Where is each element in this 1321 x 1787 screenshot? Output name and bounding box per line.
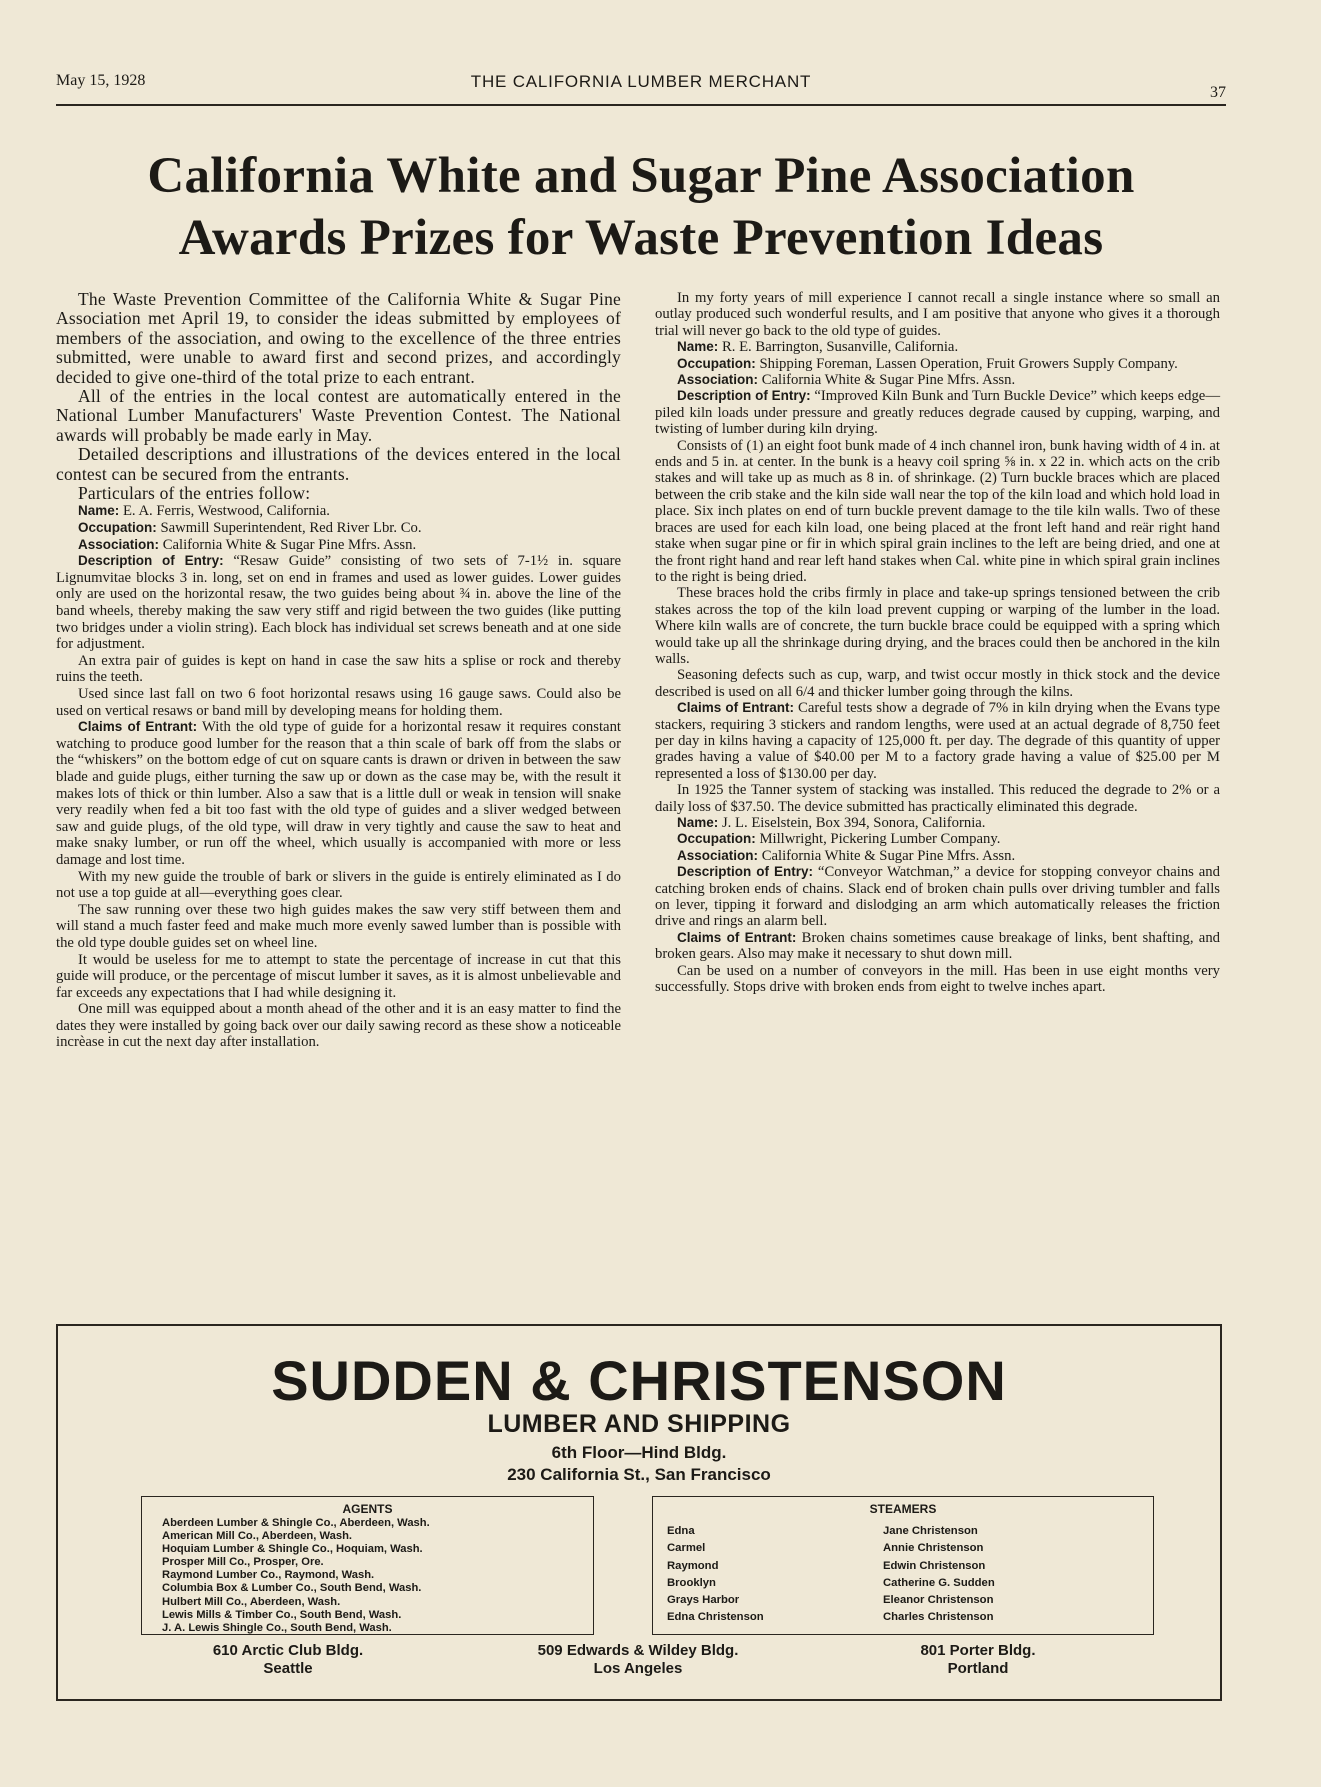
list-item: Edna <box>667 1525 695 1537</box>
office-city: Los Angeles <box>593 1660 683 1677</box>
entry-2-description-value: “Improved Kiln Bunk and Turn Buckle Device” which keeps edge—piled kiln loads under pressure and greatly reduces degrade caused by cupping, warping, and twisting of lumber during kiln drying. <box>655 388 1221 438</box>
list-item: J. A. Lewis Shingle Co., South Bend, Wash. <box>162 1621 392 1634</box>
body-paragraph: It would be useless for me to attempt to state the percentage of increase in cut that this guide will produce, or the percentage of miscut lumber it saves, as it is almost unbelievable and far exceeds any expectations that I had while designing it. <box>56 951 621 1001</box>
entry-1-description-value: “Resaw Guide” consisting of two sets of 7-1½ in. square Lignumvitae blocks 3 in. long, set on end in frames and used as lower guides. Lower guides only are used on the horizontal resaw, the two guides being about ¾ in. above the line of the band wheels, thereby making the saw very stiff and rigid between the two guides (like putting two bridges under a violin string). Each block has individual set screws beneath and at one side for adjustment. <box>56 553 621 653</box>
entry-2-claims-value: Careful tests show a degrade of 7% in kiln drying when the Evans type stackers, requiring 3 stickers and random lengths, were used at an actual degrade of 8,750 feet per day in kilns having a capacity of 125,000 ft. per day. The degrade of this quantity of upper grades having a value of $40.00 per M to a factory grade having a value of $25.00 per M represented a loss of $130.00 per day. <box>655 700 1220 782</box>
body-paragraph: Used since last fall on two 6 foot horizontal resaws using 16 gauge saws. Could also be used on vertical resaws or band mill by developing means for holding them. <box>56 686 621 719</box>
list-item: Lewis Mills & Timber Co., South Bend, Wash. <box>162 1608 402 1621</box>
description-label: Description of Entry: <box>677 864 813 880</box>
entry-3-occupation <box>655 831 1220 847</box>
entry-2-description <box>655 388 1220 437</box>
agents-title: AGENTS <box>342 1502 393 1516</box>
entry-3-claims-value: Broken chains sometimes cause breakage of links, bent shafting, and broken gears. Also may make it necessary to shut down mill. <box>655 929 1221 963</box>
entry-1-description <box>56 553 621 653</box>
body-paragraph: One mill was equipped about a month ahead of the other and it is an easy matter to find the dates they were installed by going back over our daily sawing record as these show a noticeable incrèase in cut the next day after installation. <box>56 1001 621 1051</box>
running-head <box>56 70 1226 106</box>
ad-business-line: LUMBER AND SHIPPING <box>487 1410 791 1438</box>
body-paragraph: Seasoning defects such as cup, warp, and twist occur mostly in thick stock and the device described is used on all 6/4 and thicker lumber going through the kilns. <box>655 667 1220 700</box>
steamers-list-right <box>883 1523 995 1627</box>
office-los-angeles <box>498 1642 778 1678</box>
entry-3-name <box>655 815 1220 831</box>
entry-3-association-value: California White & Sugar Pine Mfrs. Assn. <box>761 847 1016 864</box>
entry-3-description <box>655 864 1220 930</box>
list-item: Hulbert Mill Co., Aberdeen, Wash. <box>162 1595 341 1608</box>
occupation-label: Occupation: <box>677 355 756 371</box>
claims-label: Claims of Entrant: <box>78 719 198 735</box>
entry-2-association-value: California White & Sugar Pine Mfrs. Assn. <box>761 372 1016 389</box>
list-item: Carmel <box>667 1542 706 1555</box>
list-item: Prosper Mill Co., Prosper, Ore. <box>162 1556 324 1569</box>
intro-paragraph: Particulars of the entries follow: <box>78 483 311 504</box>
entry-1-name <box>56 503 621 520</box>
occupation-label: Occupation: <box>78 520 157 536</box>
body-paragraph: An extra pair of guides is kept on hand in case the saw hits a splise or rock and thereby ruins the teeth. <box>56 652 621 686</box>
article-column-left <box>56 290 621 1051</box>
journal-title: THE CALIFORNIA LUMBER MERCHANT <box>470 72 812 91</box>
body-paragraph: Can be used on a number of conveyors in the mill. Has been in use eight months very successfully. Stops drive with broken ends from eight to twelve inches apart. <box>655 962 1220 996</box>
description-label: Description of Entry: <box>78 553 224 569</box>
office-building: 610 Arctic Club Bldg. <box>212 1642 364 1659</box>
entry-1-association <box>56 537 621 554</box>
name-label: Name: <box>677 815 719 830</box>
entry-2-name-value: R. E. Barrington, Susanville, California. <box>721 339 959 356</box>
description-label: Description of Entry: <box>677 388 811 404</box>
body-paragraph: In 1925 the Tanner system of stacking was installed. This reduced the degrade to 2% or a daily loss of $37.50. The device submitted has practically eliminated this degrade. <box>655 782 1220 815</box>
issue-date: May 15, 1928 <box>56 72 146 89</box>
steamers-title: STEAMERS <box>869 1502 937 1516</box>
list-item: Columbia Box & Lumber Co., South Bend, Wash. <box>162 1582 422 1595</box>
entry-1-occupation <box>56 520 621 537</box>
entry-3-name-value: J. L. Eiselstein, Box 394, Sonora, California. <box>721 815 986 831</box>
office-portland <box>878 1642 1078 1678</box>
claims-label: Claims of Entrant: <box>677 929 797 945</box>
ad-street-address: 230 California St., San Francisco <box>507 1465 771 1484</box>
association-label: Association: <box>78 536 160 552</box>
list-item: American Mill Co., Aberdeen, Wash. <box>162 1530 353 1543</box>
office-city: Portland <box>947 1660 1009 1677</box>
entry-2-association <box>655 372 1220 388</box>
entry-2-occupation <box>655 356 1220 372</box>
entry-1-claims-value: With the old type of guide for a horizontal resaw it requires constant watching to produce good lumber for the reason that a thin scale of bark off from the slabs or the “whiskers” on the bottom edge of cut on square cants is drawn or driven in between the saw blade and guide plugs, either turning the saw up or down as the case may be, with the result it makes lots of thick or thin lumber. Also a saw that is a little dull or weak in tension will snake very readily when fed a bit too fast with the old type of guides and a sliver wedged between saw and guide plugs, of the old type, will draw in very tightly and cause the saw to heat and make snaky lumber, or run off the wheel, which usually is accompanied with more or less damage and lost time. <box>56 719 621 868</box>
steamers-list-left <box>667 1523 764 1627</box>
list-item: Aberdeen Lumber & Shingle Co., Aberdeen, Wash. <box>162 1517 430 1529</box>
intro-paragraph: Detailed descriptions and illustrations of the devices entered in the local contest can be secured from the entrants. <box>56 444 621 484</box>
list-item: Catherine G. Sudden <box>883 1576 995 1589</box>
entry-1-association-value: California White & Sugar Pine Mfrs. Assn. <box>162 536 417 553</box>
entry-1-claims <box>56 719 621 868</box>
entry-2-claims <box>655 700 1220 782</box>
steamers-box <box>652 1496 1154 1635</box>
name-label: Name: <box>78 503 120 519</box>
intro-paragraph: The Waste Prevention Committee of the California White & Sugar Pine Association met April 19, to consider the ideas submitted by employees of members of the association, and owing to the excellence of the three entries submitted, were unable to award first and second prizes, and accordingly decided to give one-third of the total prize to each entrant. <box>56 289 621 387</box>
body-paragraph: The saw running over these two high guides makes the saw very stiff between them and will stand a much faster feed and make much more evenly sawed lumber than is possible with the old type double guides set on wheel line. <box>56 901 621 951</box>
list-item: Eleanor Christenson <box>883 1594 994 1607</box>
entry-1-occupation-value: Sawmill Superintendent, Red River Lbr. Co. <box>160 520 422 537</box>
office-building: 509 Edwards & Wildey Bldg. <box>537 1642 739 1659</box>
list-item: Hoquiam Lumber & Shingle Co., Hoquiam, Wash. <box>162 1543 423 1556</box>
entry-3-association <box>655 848 1220 864</box>
occupation-label: Occupation: <box>677 831 756 847</box>
association-label: Association: <box>677 372 759 388</box>
advertisement-box <box>56 1324 1222 1701</box>
body-paragraph: These braces hold the cribs firmly in place and take-up springs tensioned between the crib stakes across the top of the kiln load prevent cupping or warping of the lumber in the load. Where kiln walls are of concrete, the turn buckle brace could be equipped with a spring which would take up all the shrinkage during drying, and the braces could then be anchored in the kiln walls. <box>655 585 1220 667</box>
agents-list <box>142 1517 593 1635</box>
list-item: Jane Christenson <box>883 1525 978 1537</box>
body-paragraph: Consists of (1) an eight foot bunk made of 4 inch channel iron, bunk having width of 4 in. at ends and 5 in. at center. In the bunk is a heavy coil spring ⅝ in. x 22 in. which acts on the crib stakes and will take up as much as 8 in. of shrinkage. (2) Turn buckle braces which are placed between the crib stake and the kiln side wall near the top of the kiln load and which hold load in place. Six inch plates on end of turn buckle prevent damage to the tile kiln walls. Two of these braces are used for each kiln load, one being placed at the front left hand and reär right hand stake when sugar pine or fir in which spiral grain inclines to the left are being dried, and one at the front right hand and rear left hand stakes when Cal. white pine in which spiral grain inclines to the right is being dried. <box>655 437 1220 585</box>
list-item: Brooklyn <box>667 1576 716 1589</box>
agents-box <box>141 1496 594 1635</box>
list-item: Grays Harbor <box>667 1594 740 1607</box>
name-label: Name: <box>677 339 719 355</box>
association-label: Association: <box>677 847 759 863</box>
entry-3-claims <box>655 930 1220 963</box>
entry-3-occupation-value: Millwright, Pickering Lumber Company. <box>759 831 1001 848</box>
list-item: Edwin Christenson <box>883 1559 986 1572</box>
office-building: 801 Porter Bldg. <box>920 1642 1036 1659</box>
intro-paragraph: All of the entries in the local contest are automatically entered in the National Lumber Manufacturers' Waste Prevention Contest. The National awards will probably be made early in May. <box>56 386 621 445</box>
entry-3-description-value: “Conveyor Watchman,” a device for stopping conveyor chains and catching broken ends of chains. Slack end of broken chain pulls over driving tumbler and falls on lever, tipping it forward and dislodging an arm which automatically releases the friction drive and rings an alarm bell. <box>655 864 1220 930</box>
list-item: Raymond Lumber Co., Raymond, Wash. <box>162 1569 375 1582</box>
entry-2-occupation-value: Shipping Foreman, Lassen Operation, Fruit Growers Supply Company. <box>759 355 1178 372</box>
office-city: Seattle <box>263 1660 313 1677</box>
list-item: Raymond <box>667 1559 719 1572</box>
office-seattle <box>188 1642 388 1678</box>
list-item: Annie Christenson <box>883 1542 984 1555</box>
list-item: Edna Christenson <box>667 1611 764 1624</box>
body-paragraph: With my new guide the trouble of bark or slivers in the guide is entirely eliminated as I do not use a top guide at all—everything goes clear. <box>56 868 621 902</box>
ad-company-name: SUDDEN & CHRISTENSON <box>271 1349 1007 1412</box>
claims-label: Claims of Entrant: <box>677 700 794 716</box>
page-number: 37 <box>1210 84 1226 101</box>
list-item: Charles Christenson <box>883 1611 994 1624</box>
article-headline <box>56 145 1226 269</box>
entry-2-name <box>655 339 1220 355</box>
body-paragraph: In my forty years of mill experience I cannot recall a single instance where so small an outlay produced such wonderful results, and I am positive that anyone who gives it a thorough trial will never go back to the old type of guides. <box>655 290 1220 339</box>
entry-1-name-value: E. A. Ferris, Westwood, California. <box>122 503 330 520</box>
article-column-right <box>655 290 1220 995</box>
article-intro <box>56 290 621 503</box>
headline-line-1: California White and Sugar Pine Association <box>147 148 1135 204</box>
ad-floor: 6th Floor—Hind Bldg. <box>551 1443 727 1462</box>
headline-line-2: Awards Prizes for Waste Prevention Ideas <box>178 210 1104 266</box>
